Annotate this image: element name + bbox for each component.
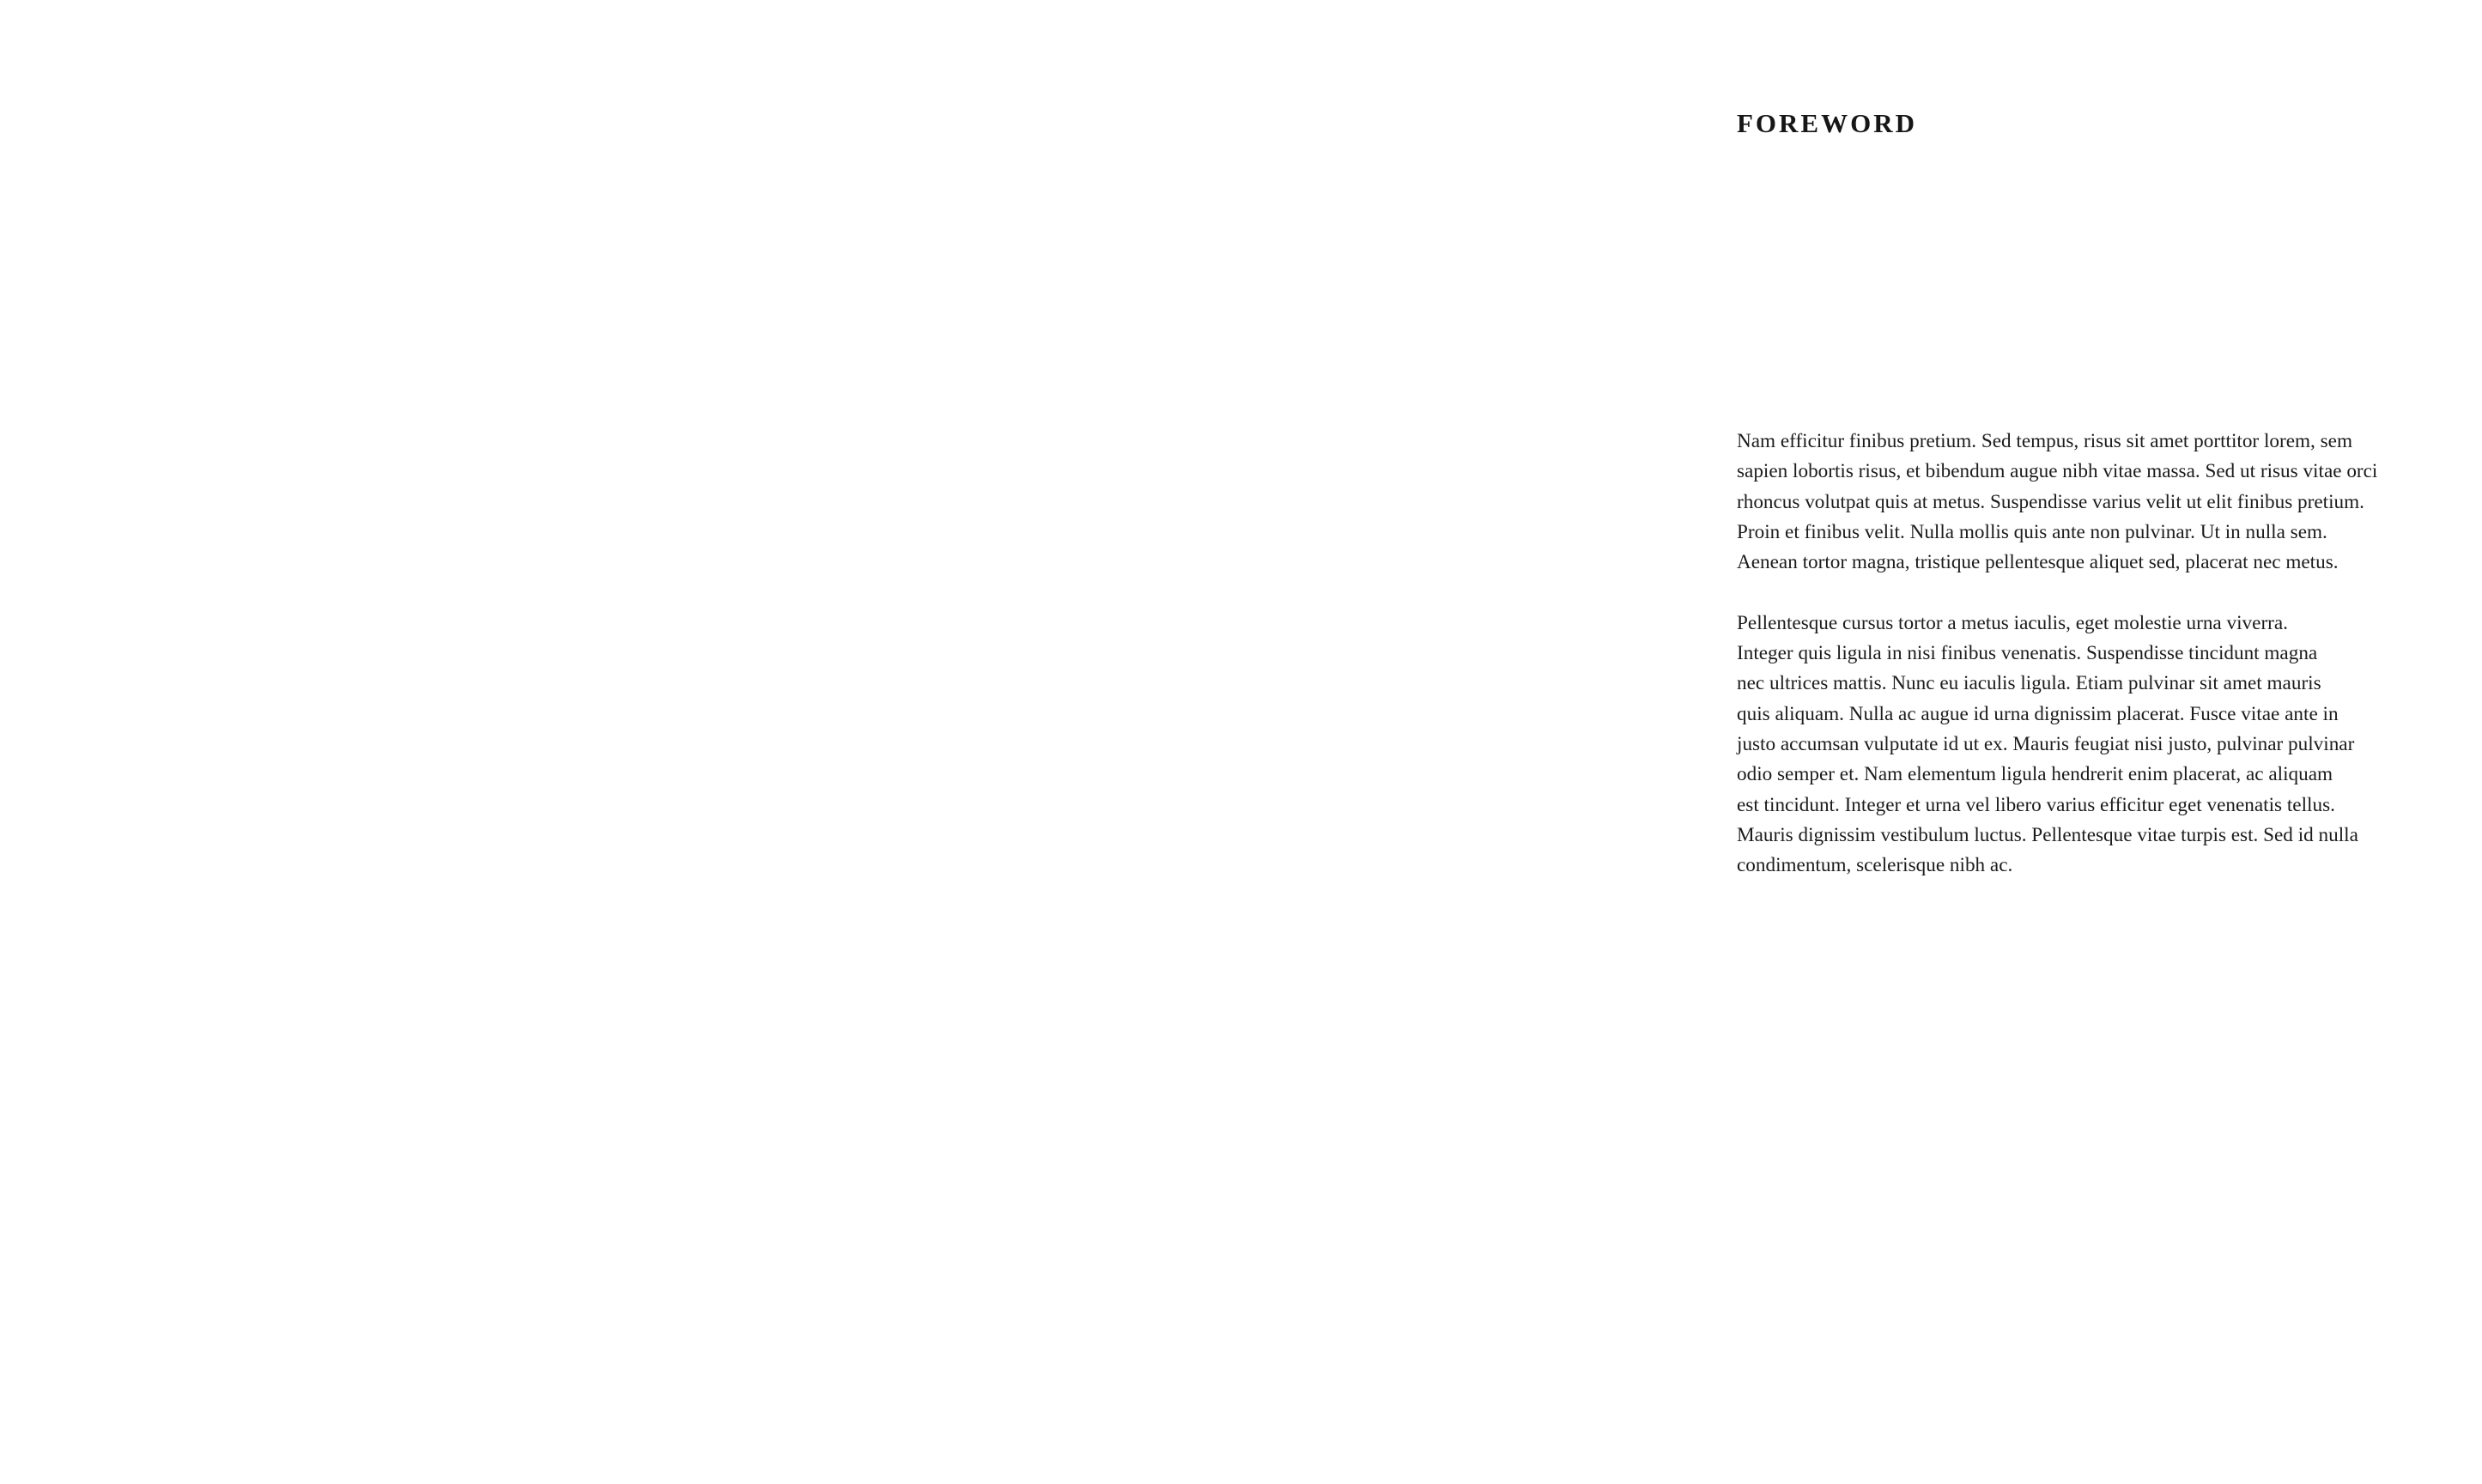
text-line: Integer quis ligula in nisi finibus venenatis. Suspendisse tincidunt magna (1737, 642, 2318, 665)
text-line: sapien lobortis risus, et bibendum augue nibh vitae massa. Sed ut risus vitae orci (1737, 460, 2378, 483)
text-line: Proin et finibus velit. Nulla mollis quis ante non pulvinar. Ut in nulla sem. (1737, 520, 2327, 543)
body-text (1737, 427, 2415, 881)
text-line: nec ultrices mattis. Nunc eu iaculis ligula. Etiam pulvinar sit amet mauris (1737, 672, 2321, 695)
text-line: condimentum, scelerisque nibh ac. (1737, 854, 2013, 877)
text-line: rhoncus volutpat quis at metus. Suspendisse varius velit ut elit finibus pretium. (1737, 490, 2364, 513)
right-page (1241, 0, 2482, 1484)
text-line: Aenean tortor magna, tristique pellentesque aliquet sed, placerat nec metus. (1737, 551, 2339, 574)
text-line: justo accumsan vulputate id ut ex. Mauris feugiat nisi justo, pulvinar pulvinar (1737, 732, 2355, 755)
text-line: Mauris dignissim vestibulum luctus. Pellentesque vitae turpis est. Sed id nulla (1737, 823, 2358, 846)
text-line: Nam efficitur finibus pretium. Sed tempus, risus sit amet porttitor lorem, sem (1737, 430, 2352, 452)
text-line: quis aliquam. Nulla ac augue id urna dignissim placerat. Fusce vitae ante in (1737, 702, 2339, 725)
paragraph-2 (1737, 609, 2415, 881)
page-heading: FOREWORD (1737, 108, 1917, 138)
text-line: est tincidunt. Integer et urna vel libero varius efficitur eget venenatis tellus. (1737, 793, 2335, 816)
paragraph-1 (1737, 427, 2415, 578)
text-line: odio semper et. Nam elementum ligula hendrerit enim placerat, ac aliquam (1737, 763, 2333, 786)
text-line: Pellentesque cursus tortor a metus iaculis, eget molestie urna viverra. (1737, 611, 2288, 634)
